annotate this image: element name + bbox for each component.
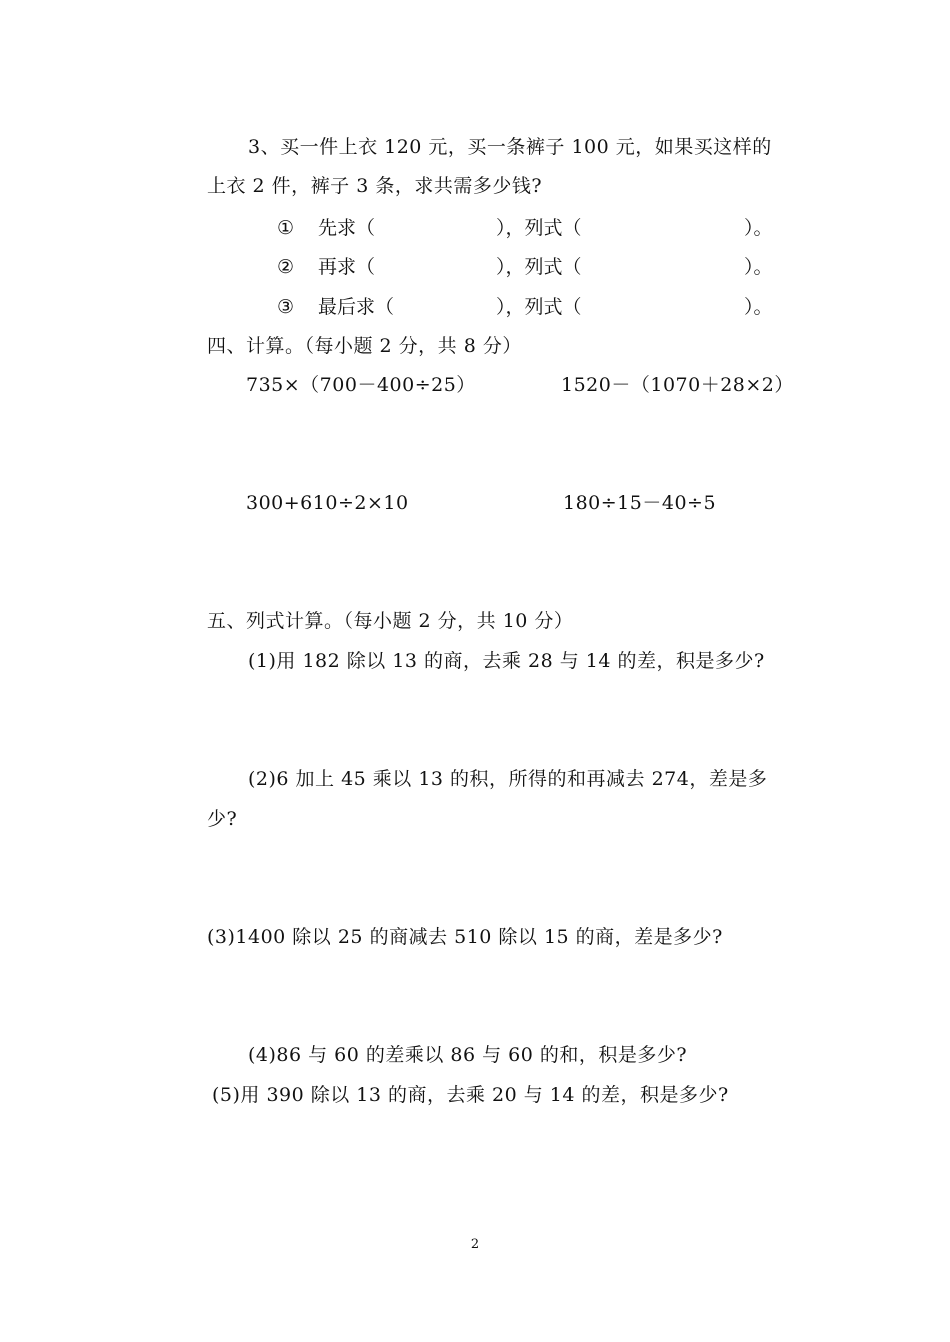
calc-problem-2: 1520－（1070＋28×2） [561, 374, 794, 396]
q3-text-line-1: 3、买一件上衣 120 元，买一条裤子 100 元，如果买这样的 [248, 136, 772, 158]
step-number: ② [277, 256, 295, 278]
word-problem-2-line-2: 少? [207, 808, 238, 830]
section-4-heading: 四、计算。（每小题 2 分，共 8 分） [207, 335, 522, 357]
step-label: 先求（ [318, 217, 376, 239]
step-formula-label: ），列式（ [496, 256, 582, 278]
step-formula-label: ），列式（ [496, 296, 582, 318]
step-end: ）。 [744, 256, 773, 278]
step-end: ）。 [744, 296, 773, 318]
step-label: 最后求（ [318, 296, 395, 318]
word-problem-4: (4)86 与 60 的差乘以 86 与 60 的和，积是多少? [248, 1044, 688, 1066]
step-number: ① [277, 217, 295, 239]
calc-problem-1: 735×（700－400÷25） [246, 374, 476, 396]
step-end: ）。 [744, 217, 773, 239]
word-problem-1: (1)用 182 除以 13 的商，去乘 28 与 14 的差，积是多少? [248, 650, 765, 672]
page-number: 2 [470, 1237, 480, 1252]
q3-text-line-2: 上衣 2 件，裤子 3 条，求共需多少钱? [207, 175, 543, 197]
word-problem-2-line-1: (2)6 加上 45 乘以 13 的积，所得的和再减去 274，差是多 [248, 768, 768, 790]
step-label: 再求（ [318, 256, 376, 278]
step-number: ③ [277, 296, 295, 318]
step-formula-label: ），列式（ [496, 217, 582, 239]
word-problem-5: (5)用 390 除以 13 的商，去乘 20 与 14 的差，积是多少? [212, 1084, 729, 1106]
calc-problem-3: 300+610÷2×10 [246, 492, 409, 514]
section-5-heading: 五、列式计算。（每小题 2 分，共 10 分） [207, 610, 574, 632]
word-problem-3: (3)1400 除以 25 的商减去 510 除以 15 的商，差是多少? [207, 926, 723, 948]
calc-problem-4: 180÷15－40÷5 [563, 492, 717, 514]
